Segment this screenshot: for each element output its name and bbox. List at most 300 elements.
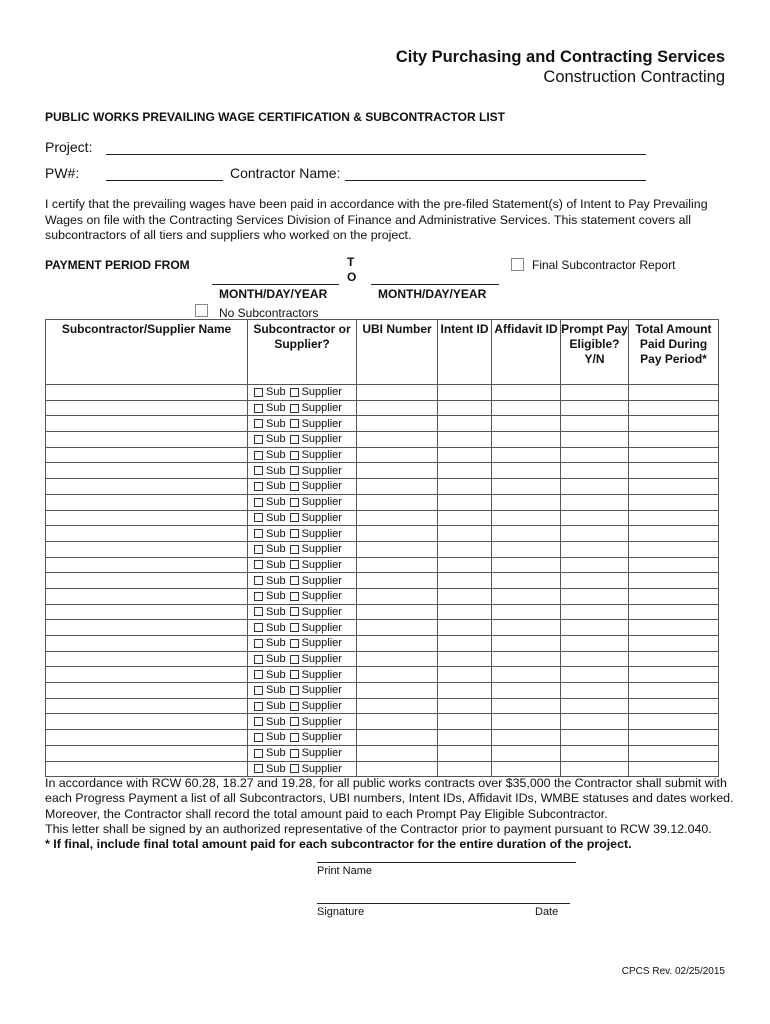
affidavit-cell[interactable]	[492, 557, 561, 573]
ubi-cell[interactable]	[357, 510, 438, 526]
sub-checkbox[interactable]	[254, 404, 263, 413]
supplier-checkbox[interactable]	[290, 498, 299, 507]
type-cell	[248, 730, 357, 746]
ubi-cell[interactable]	[357, 494, 438, 510]
supplier-checkbox[interactable]	[290, 623, 299, 632]
supplier-checkbox[interactable]	[290, 419, 299, 428]
supplier-checkbox[interactable]	[290, 607, 299, 616]
ubi-cell[interactable]	[357, 745, 438, 761]
intent-cell[interactable]	[438, 432, 492, 448]
sub-checkbox[interactable]	[254, 686, 263, 695]
total-amount-cell[interactable]	[629, 761, 719, 777]
sub-label: Sub	[266, 449, 286, 462]
type-cell	[248, 573, 357, 589]
ubi-cell[interactable]	[357, 714, 438, 730]
certification-statement: I certify that the prevailing wages have been paid in accordance with the pre-filed Statement(s) of Intent to Pay Prevailing Wages on file with the Contracting Services Division of Finance and Administrative Services. This statement covers all subcontractors of all tiers and suppliers who worked on the project.	[45, 197, 708, 242]
table-row	[46, 479, 719, 495]
sub-supplier-options	[248, 543, 356, 555]
type-cell	[248, 714, 357, 730]
sub-checkbox[interactable]	[254, 639, 263, 648]
intent-cell[interactable]	[438, 745, 492, 761]
prompt-pay-cell[interactable]	[561, 636, 629, 652]
affidavit-cell[interactable]	[492, 620, 561, 636]
supplier-label: Supplier	[301, 449, 342, 462]
name-cell[interactable]	[46, 651, 248, 667]
print-name-field[interactable]	[317, 862, 576, 863]
prompt-pay-cell[interactable]	[561, 463, 629, 479]
prompt-pay-cell[interactable]	[561, 447, 629, 463]
total-amount-cell[interactable]	[629, 651, 719, 667]
supplier-checkbox[interactable]	[290, 451, 299, 460]
ubi-cell[interactable]	[357, 479, 438, 495]
date-label: Date	[535, 906, 559, 918]
intent-cell[interactable]	[438, 683, 492, 699]
total-amount-cell[interactable]	[629, 573, 719, 589]
table-row	[46, 761, 719, 777]
name-cell[interactable]	[46, 400, 248, 416]
sub-supplier-options	[248, 386, 356, 398]
type-cell	[248, 541, 357, 557]
intent-cell[interactable]	[438, 526, 492, 542]
intent-cell[interactable]	[438, 698, 492, 714]
col-header-intent: Intent ID	[438, 320, 492, 385]
prompt-pay-cell[interactable]	[561, 620, 629, 636]
name-cell[interactable]	[46, 541, 248, 557]
table-row	[46, 541, 719, 557]
total-amount-cell[interactable]	[629, 604, 719, 620]
affidavit-cell[interactable]	[492, 416, 561, 432]
sub-checkbox[interactable]	[254, 513, 263, 522]
table-row	[46, 714, 719, 730]
prompt-pay-cell[interactable]	[561, 400, 629, 416]
prompt-pay-cell[interactable]	[561, 526, 629, 542]
prompt-pay-cell[interactable]	[561, 416, 629, 432]
prompt-pay-cell[interactable]	[561, 432, 629, 448]
prompt-pay-cell[interactable]	[561, 730, 629, 746]
sub-supplier-options	[248, 700, 356, 712]
ubi-cell[interactable]	[357, 683, 438, 699]
table-row	[46, 557, 719, 573]
name-cell[interactable]	[46, 667, 248, 683]
col-header-total-amount: Total Amount Paid During Pay Period*	[629, 320, 719, 385]
name-cell[interactable]	[46, 636, 248, 652]
supplier-checkbox[interactable]	[290, 592, 299, 601]
name-cell[interactable]	[46, 479, 248, 495]
intent-cell[interactable]	[438, 636, 492, 652]
sub-checkbox[interactable]	[254, 670, 263, 679]
total-amount-cell[interactable]	[629, 416, 719, 432]
affidavit-cell[interactable]	[492, 510, 561, 526]
supplier-label: Supplier	[301, 402, 342, 415]
sub-checkbox[interactable]	[254, 607, 263, 616]
sub-label: Sub	[266, 715, 286, 728]
ubi-cell[interactable]	[357, 557, 438, 573]
org-subtitle: Construction Contracting	[543, 68, 725, 86]
supplier-checkbox[interactable]	[290, 639, 299, 648]
payment-from-field[interactable]	[212, 284, 339, 285]
supplier-label: Supplier	[301, 590, 342, 603]
table-row	[46, 745, 719, 761]
type-cell	[248, 604, 357, 620]
name-cell[interactable]	[46, 620, 248, 636]
affidavit-cell[interactable]	[492, 385, 561, 401]
table-row	[46, 698, 719, 714]
intent-cell[interactable]	[438, 400, 492, 416]
total-amount-cell[interactable]	[629, 385, 719, 401]
sub-checkbox[interactable]	[254, 451, 263, 460]
sub-label: Sub	[266, 417, 286, 430]
total-amount-cell[interactable]	[629, 541, 719, 557]
affidavit-cell[interactable]	[492, 683, 561, 699]
affidavit-cell[interactable]	[492, 714, 561, 730]
sub-supplier-options	[248, 747, 356, 759]
table-row	[46, 573, 719, 589]
sub-supplier-options	[248, 716, 356, 728]
affidavit-cell[interactable]	[492, 636, 561, 652]
total-amount-cell[interactable]	[629, 745, 719, 761]
total-amount-cell[interactable]	[629, 447, 719, 463]
signature-label: Signature	[317, 906, 365, 918]
ubi-cell[interactable]	[357, 463, 438, 479]
sub-checkbox[interactable]	[254, 482, 263, 491]
ubi-cell[interactable]	[357, 604, 438, 620]
col-header-affidavit: Affidavit ID	[492, 320, 561, 385]
affidavit-cell[interactable]	[492, 651, 561, 667]
intent-cell[interactable]	[438, 761, 492, 777]
intent-cell[interactable]	[438, 557, 492, 573]
name-cell[interactable]	[46, 494, 248, 510]
footer-final-note: * If final, include final total amount paid for each subcontractor for the entire duration of the project.	[45, 837, 632, 852]
to-date-format: MONTH/DAY/YEAR	[378, 287, 487, 301]
name-cell[interactable]	[46, 526, 248, 542]
supplier-label: Supplier	[301, 762, 342, 775]
sub-checkbox[interactable]	[254, 419, 263, 428]
total-amount-cell[interactable]	[629, 463, 719, 479]
col-header-ubi: UBI Number	[357, 320, 438, 385]
to-label-o: O	[347, 270, 357, 284]
sub-supplier-options	[248, 684, 356, 696]
table-row	[46, 400, 719, 416]
sub-label: Sub	[266, 527, 286, 540]
supplier-checkbox[interactable]	[290, 513, 299, 522]
supplier-label: Supplier	[301, 417, 342, 430]
affidavit-cell[interactable]	[492, 698, 561, 714]
ubi-cell[interactable]	[357, 541, 438, 557]
prompt-pay-cell[interactable]	[561, 698, 629, 714]
affidavit-cell[interactable]	[492, 667, 561, 683]
table-row	[46, 526, 719, 542]
total-amount-cell[interactable]	[629, 714, 719, 730]
sub-checkbox[interactable]	[254, 764, 263, 773]
supplier-label: Supplier	[301, 731, 342, 744]
total-amount-cell[interactable]	[629, 479, 719, 495]
table-row	[46, 651, 719, 667]
affidavit-cell[interactable]	[492, 745, 561, 761]
name-cell[interactable]	[46, 730, 248, 746]
name-cell[interactable]	[46, 510, 248, 526]
prompt-pay-cell[interactable]	[561, 683, 629, 699]
ubi-cell[interactable]	[357, 416, 438, 432]
intent-cell[interactable]	[438, 447, 492, 463]
col-header-type: Subcontractor or Supplier?	[248, 320, 357, 385]
supplier-checkbox[interactable]	[290, 670, 299, 679]
supplier-checkbox[interactable]	[290, 482, 299, 491]
no-subcontractors-checkbox[interactable]	[195, 304, 208, 317]
name-cell[interactable]	[46, 683, 248, 699]
payment-to-field[interactable]	[371, 284, 499, 285]
ubi-cell[interactable]	[357, 620, 438, 636]
supplier-checkbox[interactable]	[290, 435, 299, 444]
sub-checkbox[interactable]	[254, 529, 263, 538]
sub-label: Sub	[266, 402, 286, 415]
ubi-cell[interactable]	[357, 651, 438, 667]
print-name-label: Print Name	[317, 865, 373, 877]
ubi-cell[interactable]	[357, 636, 438, 652]
col-header-prompt-pay: Prompt Pay Eligible? Y/N	[561, 320, 629, 385]
ubi-cell[interactable]	[357, 385, 438, 401]
type-cell	[248, 667, 357, 683]
affidavit-cell[interactable]	[492, 494, 561, 510]
intent-cell[interactable]	[438, 494, 492, 510]
affidavit-cell[interactable]	[492, 400, 561, 416]
table-row	[46, 494, 719, 510]
affidavit-cell[interactable]	[492, 463, 561, 479]
supplier-label: Supplier	[301, 715, 342, 728]
type-cell	[248, 510, 357, 526]
supplier-label: Supplier	[301, 511, 342, 524]
from-date-format: MONTH/DAY/YEAR	[219, 287, 328, 301]
supplier-checkbox[interactable]	[290, 404, 299, 413]
sub-checkbox[interactable]	[254, 560, 263, 569]
type-cell	[248, 463, 357, 479]
affidavit-cell[interactable]	[492, 541, 561, 557]
total-amount-cell[interactable]	[629, 526, 719, 542]
prompt-pay-cell[interactable]	[561, 714, 629, 730]
affidavit-cell[interactable]	[492, 573, 561, 589]
intent-cell[interactable]	[438, 510, 492, 526]
name-cell[interactable]	[46, 557, 248, 573]
total-amount-cell[interactable]	[629, 557, 719, 573]
affidavit-cell[interactable]	[492, 588, 561, 604]
intent-cell[interactable]	[438, 541, 492, 557]
intent-cell[interactable]	[438, 416, 492, 432]
prompt-pay-cell[interactable]	[561, 494, 629, 510]
affidavit-cell[interactable]	[492, 526, 561, 542]
supplier-label: Supplier	[301, 464, 342, 477]
ubi-cell[interactable]	[357, 447, 438, 463]
ubi-cell[interactable]	[357, 526, 438, 542]
sub-label: Sub	[266, 574, 286, 587]
total-amount-cell[interactable]	[629, 510, 719, 526]
intent-cell[interactable]	[438, 604, 492, 620]
supplier-checkbox[interactable]	[290, 764, 299, 773]
supplier-checkbox[interactable]	[290, 466, 299, 475]
sub-supplier-options	[248, 402, 356, 414]
sub-supplier-options	[248, 496, 356, 508]
sub-label: Sub	[266, 464, 286, 477]
name-cell[interactable]	[46, 573, 248, 589]
supplier-label: Supplier	[301, 605, 342, 618]
affidavit-cell[interactable]	[492, 761, 561, 777]
ubi-cell[interactable]	[357, 400, 438, 416]
supplier-checkbox[interactable]	[290, 686, 299, 695]
sub-checkbox[interactable]	[254, 576, 263, 585]
prompt-pay-cell[interactable]	[561, 510, 629, 526]
intent-cell[interactable]	[438, 651, 492, 667]
ubi-cell[interactable]	[357, 698, 438, 714]
table-row	[46, 510, 719, 526]
sub-label: Sub	[266, 684, 286, 697]
col-header-name: Subcontractor/Supplier Name	[46, 320, 248, 385]
total-amount-cell[interactable]	[629, 620, 719, 636]
intent-cell[interactable]	[438, 730, 492, 746]
name-cell[interactable]	[46, 588, 248, 604]
intent-cell[interactable]	[438, 714, 492, 730]
sub-supplier-options	[248, 622, 356, 634]
intent-cell[interactable]	[438, 573, 492, 589]
table-row	[46, 636, 719, 652]
sub-checkbox[interactable]	[254, 702, 263, 711]
intent-cell[interactable]	[438, 479, 492, 495]
sub-label: Sub	[266, 747, 286, 760]
sub-label: Sub	[266, 653, 286, 666]
total-amount-cell[interactable]	[629, 400, 719, 416]
sub-label: Sub	[266, 480, 286, 493]
sub-label: Sub	[266, 637, 286, 650]
ubi-cell[interactable]	[357, 730, 438, 746]
total-amount-cell[interactable]	[629, 432, 719, 448]
org-name: City Purchasing and Contracting Services	[395, 48, 725, 66]
type-cell	[248, 620, 357, 636]
sub-checkbox[interactable]	[254, 388, 263, 397]
total-amount-cell[interactable]	[629, 667, 719, 683]
supplier-checkbox[interactable]	[290, 576, 299, 585]
total-amount-cell[interactable]	[629, 683, 719, 699]
sub-checkbox[interactable]	[254, 435, 263, 444]
supplier-checkbox[interactable]	[290, 560, 299, 569]
intent-cell[interactable]	[438, 463, 492, 479]
ubi-cell[interactable]	[357, 573, 438, 589]
sub-checkbox[interactable]	[254, 655, 263, 664]
prompt-pay-cell[interactable]	[561, 604, 629, 620]
supplier-label: Supplier	[301, 543, 342, 556]
prompt-pay-cell[interactable]	[561, 667, 629, 683]
subcontractor-table	[45, 319, 719, 777]
sub-supplier-options	[248, 606, 356, 618]
prompt-pay-cell[interactable]	[561, 573, 629, 589]
sub-supplier-options	[248, 465, 356, 477]
sub-supplier-options	[248, 575, 356, 587]
supplier-checkbox[interactable]	[290, 717, 299, 726]
sub-checkbox[interactable]	[254, 545, 263, 554]
pw-number-field[interactable]	[106, 180, 223, 181]
table-row	[46, 432, 719, 448]
total-amount-cell[interactable]	[629, 588, 719, 604]
prompt-pay-cell[interactable]	[561, 385, 629, 401]
ubi-cell[interactable]	[357, 761, 438, 777]
supplier-checkbox[interactable]	[290, 529, 299, 538]
sub-checkbox[interactable]	[254, 498, 263, 507]
supplier-checkbox[interactable]	[290, 702, 299, 711]
type-cell	[248, 683, 357, 699]
name-cell[interactable]	[46, 714, 248, 730]
intent-cell[interactable]	[438, 667, 492, 683]
type-cell	[248, 651, 357, 667]
sub-checkbox[interactable]	[254, 592, 263, 601]
project-field[interactable]	[106, 154, 646, 155]
supplier-checkbox[interactable]	[290, 388, 299, 397]
affidavit-cell[interactable]	[492, 604, 561, 620]
pw-label: PW#:	[45, 165, 80, 181]
supplier-checkbox[interactable]	[290, 733, 299, 742]
type-cell	[248, 588, 357, 604]
sub-checkbox[interactable]	[254, 733, 263, 742]
affidavit-cell[interactable]	[492, 447, 561, 463]
sub-checkbox[interactable]	[254, 623, 263, 632]
prompt-pay-cell[interactable]	[561, 588, 629, 604]
prompt-pay-cell[interactable]	[561, 651, 629, 667]
name-cell[interactable]	[46, 463, 248, 479]
sub-label: Sub	[266, 496, 286, 509]
ubi-cell[interactable]	[357, 432, 438, 448]
affidavit-cell[interactable]	[492, 479, 561, 495]
no-subcontractors-label: No Subcontractors	[219, 306, 319, 320]
supplier-checkbox[interactable]	[290, 749, 299, 758]
name-cell[interactable]	[46, 761, 248, 777]
type-cell	[248, 761, 357, 777]
sub-supplier-options	[248, 669, 356, 681]
sub-checkbox[interactable]	[254, 717, 263, 726]
supplier-checkbox[interactable]	[290, 545, 299, 554]
ubi-cell[interactable]	[357, 588, 438, 604]
sub-checkbox[interactable]	[254, 749, 263, 758]
prompt-pay-cell[interactable]	[561, 479, 629, 495]
sub-label: Sub	[266, 605, 286, 618]
final-report-label: Final Subcontractor Report	[532, 258, 676, 272]
sub-label: Sub	[266, 433, 286, 446]
name-cell[interactable]	[46, 698, 248, 714]
intent-cell[interactable]	[438, 588, 492, 604]
prompt-pay-cell[interactable]	[561, 541, 629, 557]
prompt-pay-cell[interactable]	[561, 557, 629, 573]
sub-supplier-options	[248, 653, 356, 665]
total-amount-cell[interactable]	[629, 730, 719, 746]
name-cell[interactable]	[46, 385, 248, 401]
name-cell[interactable]	[46, 416, 248, 432]
intent-cell[interactable]	[438, 620, 492, 636]
total-amount-cell[interactable]	[629, 698, 719, 714]
name-cell[interactable]	[46, 604, 248, 620]
signature-field[interactable]	[317, 903, 570, 904]
name-cell[interactable]	[46, 432, 248, 448]
contractor-name-field[interactable]	[345, 180, 646, 181]
sub-checkbox[interactable]	[254, 466, 263, 475]
intent-cell[interactable]	[438, 385, 492, 401]
final-report-checkbox[interactable]	[511, 258, 524, 271]
prompt-pay-cell[interactable]	[561, 761, 629, 777]
affidavit-cell[interactable]	[492, 432, 561, 448]
table-row	[46, 447, 719, 463]
total-amount-cell[interactable]	[629, 494, 719, 510]
prompt-pay-cell[interactable]	[561, 745, 629, 761]
total-amount-cell[interactable]	[629, 636, 719, 652]
affidavit-cell[interactable]	[492, 730, 561, 746]
table-row	[46, 730, 719, 746]
name-cell[interactable]	[46, 447, 248, 463]
supplier-checkbox[interactable]	[290, 655, 299, 664]
ubi-cell[interactable]	[357, 667, 438, 683]
name-cell[interactable]	[46, 745, 248, 761]
